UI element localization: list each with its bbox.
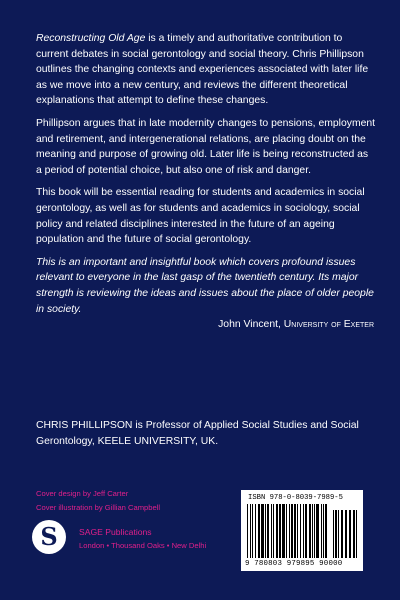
author-bio: CHRIS PHILLIPSON is Professor of Applied Social Studies and Social Gerontology, KEELE UNIVERSITY, UK. (36, 420, 359, 447)
blurb (36, 31, 376, 340)
cover-credits (36, 487, 160, 515)
barcode (241, 490, 363, 571)
cover-design-credit: Cover design by Jeff Carter (36, 489, 129, 498)
sage-logo-icon (31, 519, 67, 555)
review-quote: This is an important and insightful book which covers profound issues relevant to everyone in the last gasp of the twentieth century. Its major strength is reviewing the ideas and issues about the place of older people in society. (36, 256, 374, 315)
quote-attribution: John Vincent, University of Exeter (218, 319, 374, 331)
publisher-block (31, 519, 231, 559)
publisher-name: SAGE Publications (79, 527, 152, 537)
barcode-bars-icon (247, 504, 357, 560)
ean-number: 9 780803 979895 90000 (245, 560, 343, 568)
price-addon: 90000 (319, 560, 343, 568)
blurb-paragraph-2: Phillipson argues that in late modernity changes to pensions, employment and retirement, and intergenerational relations, are placing doubt on the meaning and purpose of growing old. Later life is being reconstructed as a period of potential choice, but also one of risk and danger. (36, 117, 376, 176)
author-university: KEELE UNIVERSITY, UK. (97, 436, 219, 447)
svg-text:S: S (40, 522, 58, 551)
book-title: Reconstructing Old Age (36, 33, 146, 44)
blurb-paragraph-3: This book will be essential reading for students and academics in social gerontology, as well as for students and academics in sociology, social policy and related disciplines interested in the future of an ageing population and the future of social gerontology. (36, 187, 365, 246)
isbn-number: ISBN 978-0-8039-7989-5 (248, 494, 343, 502)
author-name: CHRIS PHILLIPSON (36, 420, 133, 431)
blurb-paragraph-1: Reconstructing Old Age is a timely and authoritative contribution to current debates in social gerontology and social theory. Chris Phillipson outlines the changing contexts and experiences associated with later life as we move into a new century, and reviews the different theoretical explanations that attempt to define these changes. (36, 33, 369, 107)
cover-illustration-credit: Cover illustration by Gillian Campbell (36, 503, 161, 512)
publisher-cities: London • Thousand Oaks • New Delhi (79, 541, 207, 550)
